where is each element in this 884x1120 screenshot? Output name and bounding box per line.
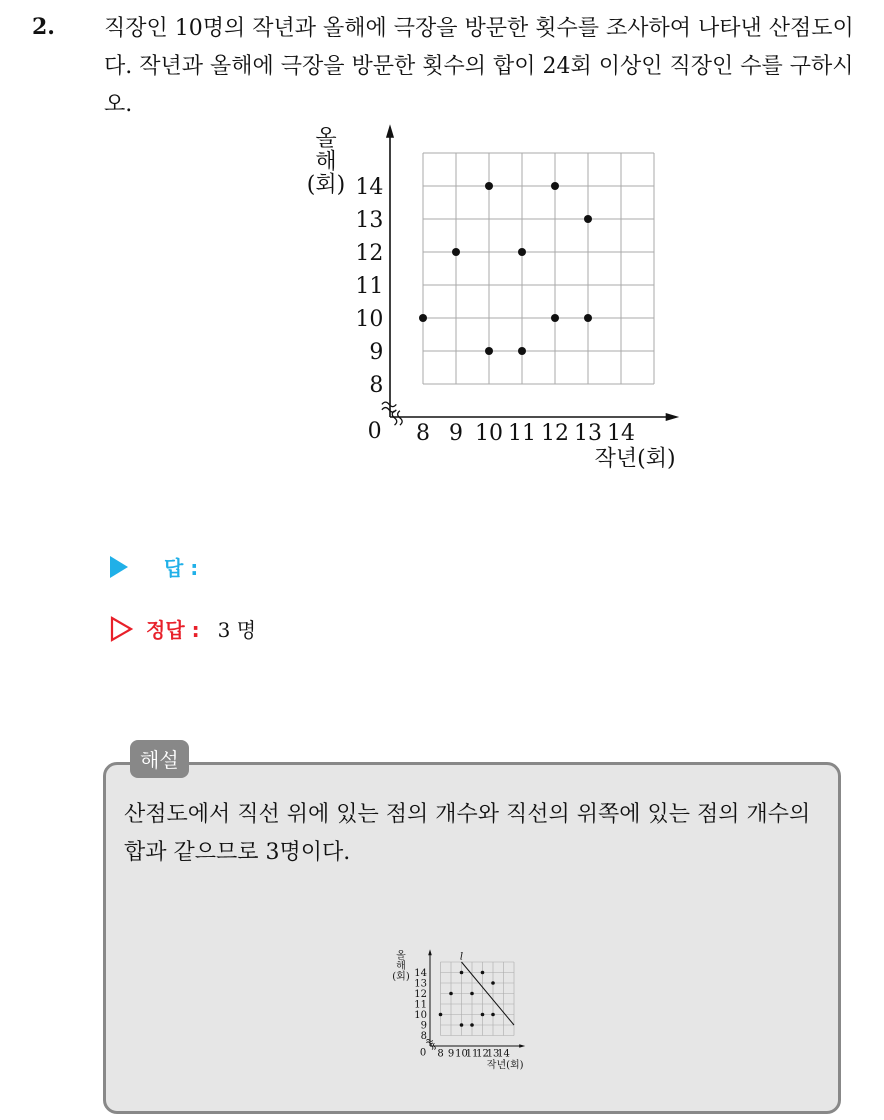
answer-arrow-icon	[110, 556, 128, 578]
data-point	[460, 1023, 464, 1027]
y-tick-label: 8	[420, 1031, 427, 1043]
x-tick-label: 14	[607, 421, 635, 447]
scatter-plot-explanation	[388, 900, 560, 1078]
x-tick-label: 12	[541, 421, 569, 447]
y-tick-label: 9	[369, 339, 384, 365]
y-axis-label: 올	[315, 126, 337, 152]
data-point	[481, 971, 485, 975]
answer-label: 답 :	[164, 556, 199, 580]
y-tick-label: 12	[355, 240, 384, 266]
data-point	[419, 314, 427, 322]
data-point	[518, 347, 526, 355]
y-tick-label: 11	[355, 273, 384, 299]
y-tick-label: 13	[355, 207, 384, 233]
y-tick-label: 14	[355, 174, 384, 200]
origin-label: 0	[419, 1047, 427, 1059]
data-point	[452, 248, 460, 256]
scatter-plot-main	[290, 126, 676, 500]
explanation-text: 산점도에서 직선 위에 있는 점의 개수와 직선의 위쪽에 있는 점의 개수의 합과 같으므로 3명이다.	[124, 802, 811, 865]
x-tick-label: 11	[508, 421, 536, 447]
y-tick-label: 10	[355, 306, 384, 332]
y-tick-label: 10	[414, 1010, 427, 1022]
data-point	[481, 1013, 485, 1017]
y-axis-label: 해	[315, 149, 337, 175]
x-axis-break-icon	[392, 411, 402, 425]
explanation-tag: 해설	[130, 740, 189, 778]
data-point	[551, 314, 559, 322]
data-point	[491, 981, 495, 985]
x-tick-label: 12	[476, 1048, 489, 1060]
x-tick-label: 11	[465, 1048, 479, 1060]
correct-arrow-icon	[110, 616, 134, 642]
y-tick-label: 8	[369, 372, 384, 398]
y-tick-label: 11	[414, 999, 427, 1011]
y-axis-arrow-icon	[386, 124, 394, 138]
y-tick-label: 14	[414, 968, 427, 980]
x-axis-arrow-icon	[666, 413, 680, 421]
origin-label: 0	[367, 418, 382, 444]
correct-answer-row	[110, 614, 256, 643]
data-point	[449, 992, 453, 996]
y-tick-label: 13	[414, 978, 427, 990]
y-axis-label: 해	[396, 961, 406, 972]
y-axis-label: (회)	[392, 971, 410, 983]
y-axis-arrow-icon	[428, 949, 432, 955]
y-axis-label: 올	[396, 950, 406, 962]
data-point	[584, 314, 592, 322]
correct-answer-value: 3 명	[217, 618, 257, 642]
data-point	[460, 971, 464, 975]
answer-row	[110, 552, 198, 581]
data-point	[470, 1023, 474, 1027]
data-point	[551, 182, 559, 190]
correct-answer-label: 정답 :	[146, 618, 200, 642]
data-point	[518, 248, 526, 256]
x-tick-label: 13	[486, 1048, 500, 1060]
y-tick-label: 12	[414, 989, 427, 1001]
y-axis-label: (회)	[306, 172, 346, 198]
x-tick-label: 9	[449, 421, 463, 447]
x-axis-arrow-icon	[519, 1044, 525, 1048]
x-tick-label: 10	[455, 1048, 468, 1060]
x-axis-label: 작년(회)	[594, 446, 676, 472]
data-point	[485, 347, 493, 355]
question-number: 2.	[32, 14, 55, 40]
line-l-label: l	[459, 951, 464, 963]
data-point	[584, 215, 592, 223]
x-tick-label: 8	[437, 1048, 444, 1060]
x-tick-label: 14	[497, 1048, 510, 1060]
y-tick-label: 9	[420, 1020, 427, 1032]
x-tick-label: 9	[447, 1048, 455, 1060]
x-tick-label: 10	[475, 421, 503, 447]
x-axis-label: 작년(회)	[486, 1060, 524, 1071]
data-point	[485, 182, 493, 190]
data-point	[491, 1013, 495, 1017]
x-tick-label: 8	[416, 421, 430, 447]
data-point	[439, 1013, 443, 1017]
x-tick-label: 13	[574, 421, 602, 447]
data-point	[470, 992, 474, 996]
question-text: 직장인 10명의 작년과 올해에 극장을 방문한 횟수를 조사하여 나타낸 산점도이다. 작년과 올해에 극장을 방문한 횟수의 합이 24회 이상인 직장인 수를 구하시오.	[104, 16, 854, 117]
